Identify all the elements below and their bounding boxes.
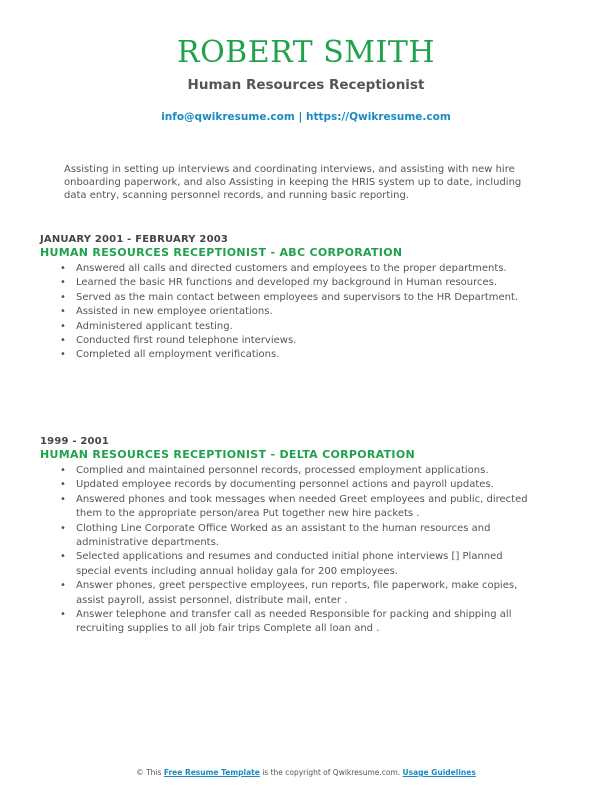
usage-guidelines-link[interactable]: Usage Guidelines: [402, 768, 476, 777]
list-item: [40, 334, 536, 348]
bullet-text: Learned the basic HR functions and developed my background in Human resources.: [76, 277, 498, 289]
bullet-text: Answered phones and took messages when needed Greet employees and public, directed them to the appropriate person/area Put together new hire packets .: [76, 493, 528, 520]
bullet-icon: •: [60, 522, 66, 534]
list-item: [40, 291, 536, 305]
bullet-text: Conducted first round telephone interviews.: [76, 335, 297, 347]
footer-middle: is the copyright of Qwikresume.com.: [259, 768, 403, 777]
list-item: [40, 305, 536, 319]
footer: [0, 769, 612, 777]
bullet-text: Answer phones, greet perspective employees, run reports, file paperwork, make copies, assist payroll, assist personnel, distribute mail, enter .: [76, 580, 518, 606]
summary-paragraph: Assisting in setting up interviews and coordinating interviews, and assisting with new hire onboarding paperwork, and also Assisting in keeping the HRIS system up to date, including data entry, scanning personnel records, and running basic reporting.: [64, 164, 522, 201]
bullet-icon: •: [60, 551, 66, 563]
bullet-text: Administered applicant testing.: [76, 320, 233, 332]
bullet-text: Updated employee records by documenting personnel actions and payroll updates.: [76, 479, 494, 491]
list-item: [40, 493, 536, 522]
email-link[interactable]: info@qwikresume.com: [161, 111, 295, 123]
experience-role: HUMAN RESOURCES RECEPTIONIST - ABC CORPORATION: [40, 246, 403, 259]
contact-separator: |: [294, 111, 306, 123]
bullet-icon: •: [60, 320, 66, 332]
experience-section-2: [40, 436, 560, 637]
contact-line: [0, 112, 612, 123]
bullet-icon: •: [60, 263, 66, 274]
bullet-text: Completed all employment verifications.: [76, 349, 280, 361]
bullet-text: Answered all calls and directed customers and employees to the proper departments.: [76, 263, 507, 274]
footer-prefix: © This: [136, 768, 164, 777]
list-item: [40, 478, 536, 492]
list-item: [40, 320, 536, 334]
experience-section-1: [40, 234, 560, 363]
bullet-icon: •: [60, 306, 66, 318]
list-item: [40, 608, 536, 637]
bullet-icon: •: [60, 609, 66, 621]
bullet-icon: •: [60, 493, 66, 505]
bullet-icon: •: [60, 465, 66, 476]
bullet-icon: •: [60, 479, 66, 491]
bullet-text: Selected applications and resumes and conducted initial phone interviews [] Planned special events including annual holiday gala for 200 employees.: [76, 551, 503, 577]
bullet-icon: •: [60, 335, 66, 347]
list-item: [40, 276, 536, 290]
experience-bullet-list: [40, 262, 560, 363]
list-item: [40, 262, 536, 276]
candidate-name: ROBERT SMITH: [176, 35, 436, 70]
website-link[interactable]: https://Qwikresume.com: [305, 111, 451, 123]
experience-bullet-list: [40, 464, 560, 637]
bullet-text: Clothing Line Corporate Office Worked as an assistant to the human resources and administrative departments.: [76, 522, 491, 549]
list-item: [40, 522, 536, 551]
experience-role: HUMAN RESOURCES RECEPTIONIST - DELTA CORPORATION: [40, 448, 415, 461]
bullet-icon: •: [60, 349, 66, 361]
bullet-icon: •: [60, 580, 66, 592]
bullet-text: Answer telephone and transfer call as needed Responsible for packing and shipping all recruiting supplies to all job fair trips Complete all loan and .: [76, 609, 512, 635]
bullet-text: Complied and maintained personnel records, processed employment applications.: [76, 465, 489, 476]
candidate-title: Human Resources Receptionist: [187, 77, 425, 93]
list-item: [40, 550, 536, 579]
list-item: [40, 348, 536, 362]
list-item: [40, 579, 536, 608]
bullet-text: Served as the main contact between employees and supervisors to the HR Department.: [76, 291, 519, 303]
list-item: [40, 464, 536, 478]
bullet-icon: •: [60, 291, 66, 303]
experience-dates: JANUARY 2001 - FEBRUARY 2003: [40, 234, 229, 245]
free-resume-template-link[interactable]: Free Resume Template: [163, 768, 260, 777]
bullet-icon: •: [60, 277, 66, 289]
experience-dates: 1999 - 2001: [40, 436, 109, 447]
bullet-text: Assisted in new employee orientations.: [76, 306, 273, 318]
